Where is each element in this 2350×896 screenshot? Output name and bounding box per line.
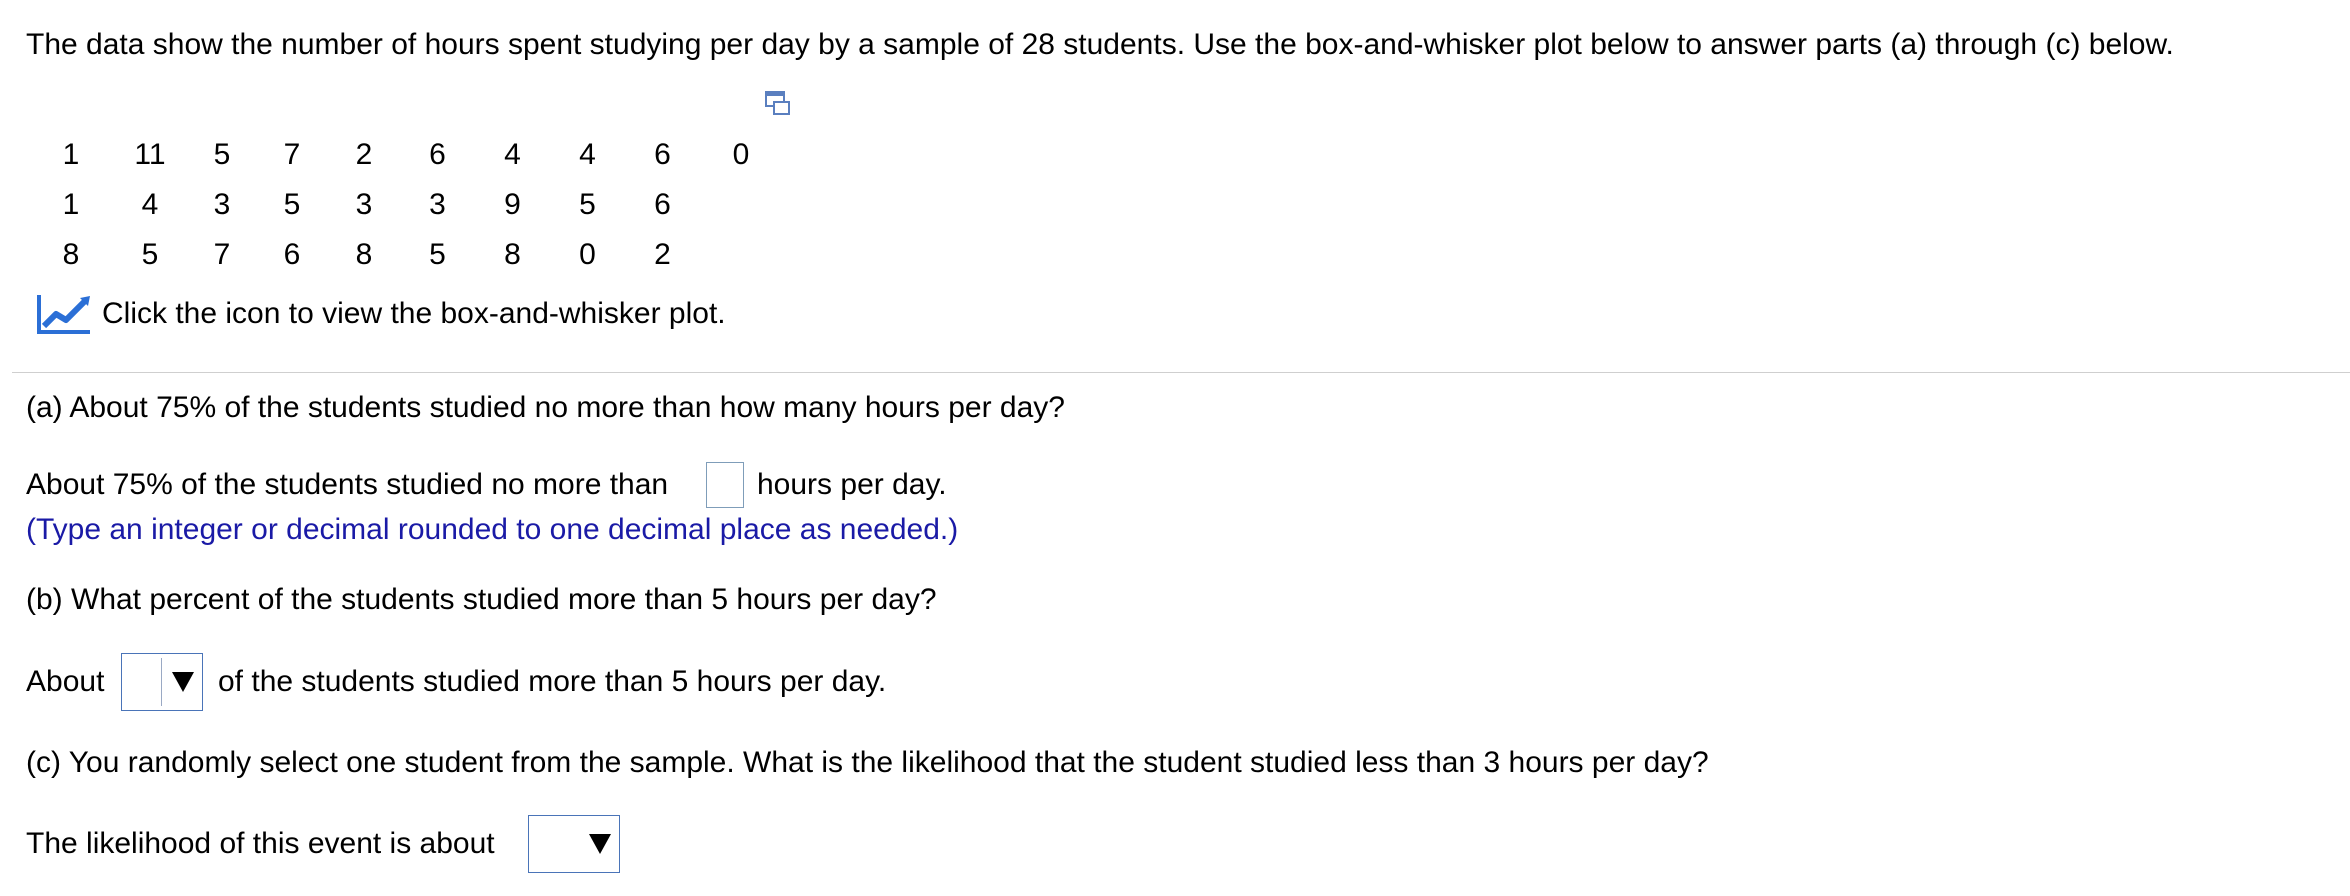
data-cell: 8: [355, 238, 373, 271]
data-cell: 3: [213, 188, 231, 221]
data-row: [30, 180, 782, 230]
data-cell: 7: [213, 238, 231, 271]
data-cell: 9: [504, 188, 521, 221]
data-cell: 1: [62, 138, 80, 171]
data-cell: 4: [579, 138, 596, 171]
data-cell: 6: [654, 138, 671, 171]
data-cell: 5: [579, 188, 596, 221]
copy-data-icon[interactable]: [765, 90, 791, 116]
data-row: [30, 230, 782, 280]
section-divider: [12, 372, 2350, 373]
part-b-answer-suffix: of the students studied more than 5 hours per day.: [218, 665, 887, 698]
data-cell: 7: [283, 138, 301, 171]
part-c-question: (c) You randomly select one student from the sample. What is the likelihood that the student studied less than 3 hours per day?: [26, 746, 1709, 779]
part-c-likelihood-dropdown[interactable]: [528, 815, 620, 873]
data-table: [30, 130, 782, 280]
box-plot-link[interactable]: Click the icon to view the box-and-whisker plot.: [102, 297, 726, 330]
data-cell: 5: [283, 188, 301, 221]
part-a-answer-suffix: hours per day.: [757, 468, 947, 501]
data-cell: 11: [134, 138, 166, 171]
dropdown-arrow-icon[interactable]: [589, 834, 611, 854]
data-cell: 0: [579, 238, 596, 271]
data-cell: 4: [141, 188, 159, 221]
data-cell: 6: [283, 238, 301, 271]
part-b-percent-dropdown[interactable]: [121, 653, 203, 711]
data-cell: 3: [429, 188, 446, 221]
part-b-answer-prefix: About: [26, 665, 105, 698]
data-cell: 6: [654, 188, 671, 221]
data-cell: 5: [429, 238, 446, 271]
data-cell: 6: [429, 138, 446, 171]
data-cell: 3: [355, 188, 373, 221]
data-cell: 2: [355, 138, 373, 171]
data-cell: [700, 230, 782, 280]
data-cell: 4: [504, 138, 521, 171]
data-row: [30, 130, 782, 180]
line-chart-icon[interactable]: [36, 292, 92, 336]
dropdown-separator: [161, 658, 162, 706]
data-cell: 5: [141, 238, 159, 271]
data-cell: 0: [732, 138, 750, 171]
part-a-hint: (Type an integer or decimal rounded to one decimal place as needed.): [26, 513, 959, 546]
data-cell: 8: [504, 238, 521, 271]
part-a-question: (a) About 75% of the students studied no more than how many hours per day?: [26, 391, 1065, 424]
problem-intro: The data show the number of hours spent studying per day by a sample of 28 students. Use the box-and-whisker plot below to answer parts (a) through (c) below.: [26, 28, 2174, 61]
part-a-answer-prefix: About 75% of the students studied no more than: [26, 468, 669, 501]
dropdown-arrow-icon[interactable]: [172, 672, 194, 692]
part-a-answer-input[interactable]: [706, 462, 744, 508]
data-cell: 1: [62, 188, 80, 221]
part-c-answer-prefix: The likelihood of this event is about: [26, 827, 495, 860]
data-cell: 2: [654, 238, 671, 271]
part-b-question: (b) What percent of the students studied more than 5 hours per day?: [26, 583, 937, 616]
data-cell: 5: [213, 138, 231, 171]
data-cell: [700, 180, 782, 230]
data-cell: 8: [62, 238, 80, 271]
